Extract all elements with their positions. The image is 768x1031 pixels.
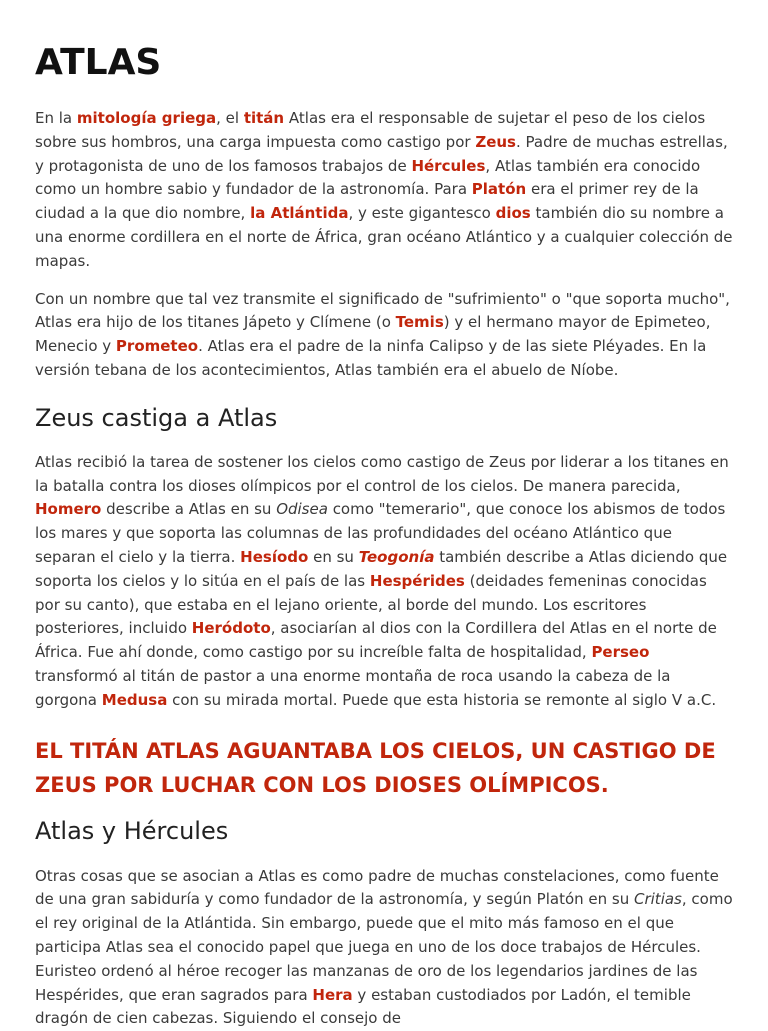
link-zeus[interactable]: Zeus <box>475 132 516 151</box>
link-medusa[interactable]: Medusa <box>101 690 168 709</box>
text-span: , Atlas también era conocido como un hombre sabio y fundador de la astronomía. Para <box>35 156 701 199</box>
text-span: , y este gigantesco <box>348 204 496 223</box>
link-hercules[interactable]: Hércules <box>411 156 486 175</box>
link-hera[interactable]: Hera <box>312 985 353 1004</box>
link-la-atlantida[interactable]: la Atlántida <box>250 204 349 223</box>
link-herodoto[interactable]: Heródoto <box>191 619 271 638</box>
title-teogonia: Teogonía <box>358 547 435 566</box>
text-span: , asociarían al dios con la Cordillera del Atlas en el norte de África. Fue ahí donde, como castigo por su increíble falta de hospitalidad, <box>35 619 717 662</box>
link-perseo[interactable]: Perseo <box>591 643 650 662</box>
section1-paragraph <box>35 451 733 713</box>
link-homero[interactable]: Homero <box>35 500 102 519</box>
text-span: . Padre de muchas estrellas, y protagonista de uno de los famosos trabajos de <box>35 132 728 175</box>
text-span: Atlas recibió la tarea de sostener los cielos como castigo de Zeus por liderar a los titanes en la batalla contra los dioses olímpicos por el control de los cielos. De manera parecida, <box>35 452 729 495</box>
text-span: era el primer rey de la ciudad a la que dio nombre, <box>35 180 699 223</box>
text-span: , el <box>216 109 244 127</box>
link-dios[interactable]: dios <box>495 204 531 223</box>
page-title: ATLAS <box>35 42 162 83</box>
link-platon[interactable]: Platón <box>471 180 527 199</box>
text-span: también describe a Atlas diciendo que soporta los cielos y lo sitúa en el país de las <box>35 547 728 590</box>
link-mitologia-griega[interactable]: mitología griega <box>76 109 217 127</box>
text-span: , como el rey original de la Atlántida. Sin embargo, puede que el mito más famoso en el que participa Atlas sea el conocido papel que juega en uno de los doce trabajos de Hércules. Euristeo ordenó al héroe recoger las manzanas de oro de los legendarios jardines de las Hespérides, que eran sagrados para <box>35 890 733 1004</box>
text-span: como "temerario", que conoce los abismos de todos los mares y que soporta las columnas de las profundidades del océano Atlántico que separan el cielo y la tierra. <box>35 500 726 566</box>
title-critias: Critias <box>634 890 682 909</box>
section2-paragraph <box>35 865 733 1031</box>
link-hesperides[interactable]: Hespérides <box>369 571 465 590</box>
family-paragraph <box>35 288 733 383</box>
text-span: en su <box>308 547 359 566</box>
link-hesiodo[interactable]: Hesíodo <box>240 547 309 566</box>
text-span: Con un nombre que tal vez transmite el significado de "sufrimiento" o "que soporta mucho", Atlas era hijo de los titanes Jápeto y Clímene (o <box>35 289 730 332</box>
text-span: describe a Atlas en su <box>101 500 277 519</box>
section-heading-zeus-castiga: Zeus castiga a Atlas <box>35 403 278 432</box>
intro-paragraph <box>35 107 733 274</box>
text-span: Otras cosas que se asocian a Atlas es como padre de muchas constelaciones, como fuente de una gran sabiduría y como fundador de la astronomía, y según Platón en su <box>35 866 719 909</box>
text-span: ) y el hermano mayor de Epimeteo, Menecio y <box>35 313 711 356</box>
article <box>35 0 733 1031</box>
link-teogonia[interactable] <box>359 548 435 566</box>
text-span: con su mirada mortal. Puede que esta historia se remonte al siglo V a.C. <box>167 690 717 709</box>
link-prometeo[interactable]: Prometeo <box>115 337 199 356</box>
link-titan[interactable]: titán <box>243 109 285 127</box>
pull-quote: EL TITÁN ATLAS AGUANTABA LOS CIELOS, UN CASTIGO DE ZEUS POR LUCHAR CON LOS DIOSES OLÍMPICOS. <box>35 738 716 797</box>
text-span: En la <box>35 109 77 127</box>
text-span: transformó al titán de pastor a una enorme montaña de roca usando la cabeza de la gorgona <box>35 666 671 709</box>
section-heading-atlas-hercules: Atlas y Hércules <box>35 816 229 845</box>
text-span: y estaban custodiados por Ladón, el temible dragón de cien cabezas. Siguiendo el consejo de <box>35 985 691 1028</box>
text-span: . Atlas era el padre de la ninfa Calipso y de las siete Pléyades. En la versión tebana de los acontecimientos, Atlas también era el abuelo de Níobe. <box>35 337 707 379</box>
text-span: Atlas era el responsable de sujetar el peso de los cielos sobre sus hombros, una carga impuesta como castigo por <box>35 109 706 151</box>
text-span: (deidades femeninas conocidas por su canto), que estaba en el lejano oriente, al borde del mundo. Los escritores posteriores, incluido <box>35 571 707 638</box>
link-temis[interactable]: Temis <box>395 313 444 332</box>
text-span: también dio su nombre a una enorme cordillera en el norte de África, gran océano Atlántico y a cualquier colección de mapas. <box>35 204 733 270</box>
title-odisea: Odisea <box>276 500 328 519</box>
